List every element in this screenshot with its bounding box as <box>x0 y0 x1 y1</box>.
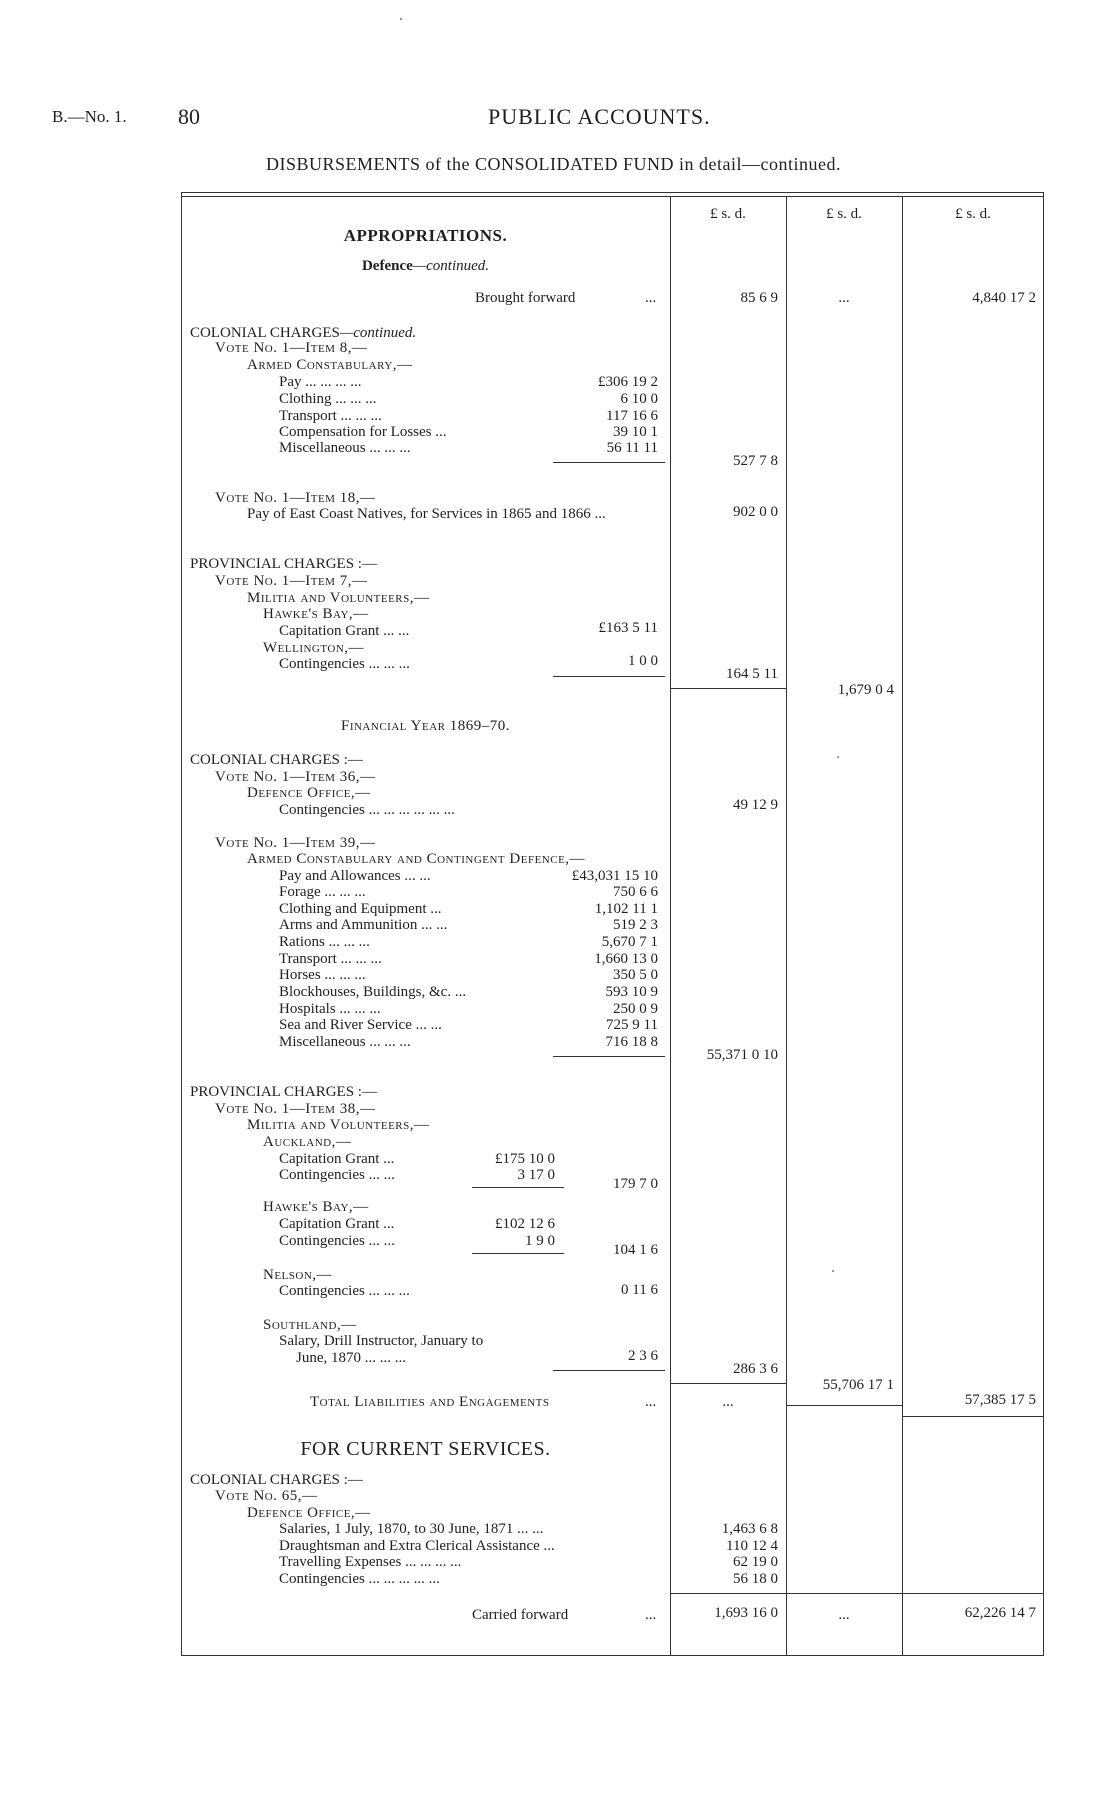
defence-office-heading-1: Defence Office,— <box>247 785 371 801</box>
brought-forward-label: Brought forward <box>475 290 576 306</box>
vote-1-item-39: Vote No. 1—Item 39,— <box>215 835 376 851</box>
column-header-1: £ s. d. <box>710 206 746 222</box>
hawkes-bay-heading-1: Hawke's Bay,— <box>263 606 369 622</box>
vote-1-item-18: Vote No. 1—Item 18,— <box>215 490 376 506</box>
s5-sum-rule <box>553 1056 665 1057</box>
s5-item-amount-10: 716 18 8 <box>605 1034 658 1050</box>
s5-item-label-4: Rations ... ... ... <box>279 934 370 950</box>
defence-office-heading-2: Defence Office,— <box>247 1505 371 1521</box>
s1-sum-rule <box>553 462 665 463</box>
hawkes-contingencies-label: Contingencies ... ... <box>279 1233 395 1249</box>
southland-subtotal: 2 3 6 <box>628 1348 658 1364</box>
auckland-contingencies-label: Contingencies ... ... <box>279 1167 395 1183</box>
nelson-heading: Nelson,— <box>263 1267 333 1283</box>
page-subtitle: DISBURSEMENTS of the CONSOLIDATED FUND in detail—continued. <box>266 154 841 174</box>
s5-item-amount-9: 725 9 11 <box>606 1017 658 1033</box>
total-liabilities-col3: 57,385 17 5 <box>964 1392 1036 1408</box>
s3-total-col1: 164 5 11 <box>726 666 778 682</box>
column-header-3: £ s. d. <box>955 206 991 222</box>
s5-item-amount-8: 250 0 9 <box>613 1001 658 1017</box>
carried-forward-col3: 62,226 14 7 <box>964 1605 1036 1621</box>
s3-sum-rule <box>553 676 665 677</box>
militia-volunteers-heading-2: Militia and Volunteers,— <box>247 1117 430 1133</box>
s5-item-amount-0: £43,031 15 10 <box>571 868 658 884</box>
colonial-charges-heading-3: COLONIAL CHARGES :— <box>190 1472 363 1488</box>
s3-contingencies-amount: 1 0 0 <box>628 653 658 669</box>
vote-1-item-8: Vote No. 1—Item 8,— <box>215 340 368 356</box>
defence-label: Defence <box>361 258 413 274</box>
s4-col1: 49 12 9 <box>733 797 778 813</box>
s5-item-amount-3: 519 2 3 <box>613 917 658 933</box>
s1-item-amount-0: £306 19 2 <box>598 374 658 390</box>
s6-sum-rule <box>553 1370 665 1371</box>
s4-contingencies-line: Contingencies ... ... ... ... ... ... <box>279 802 455 818</box>
s5-item-label-7: Blockhouses, Buildings, &c. ... <box>279 984 467 1000</box>
s5-item-label-8: Hospitals ... ... ... <box>279 1001 381 1017</box>
vote-65: Vote No. 65,— <box>215 1488 318 1504</box>
s1-item-label-4: Miscellaneous ... ... ... <box>279 440 411 456</box>
current-item-label-0: Salaries, 1 July, 1870, to 30 June, 1871 ... ... <box>279 1521 544 1537</box>
vote-1-item-38: Vote No. 1—Item 38,— <box>215 1101 376 1117</box>
s3-capitation-label: Capitation Grant ... ... <box>279 623 410 639</box>
s3-contingencies-label: Contingencies ... ... ... <box>279 656 410 672</box>
scan-mark <box>400 18 402 20</box>
colonial-charges-heading-2: COLONIAL CHARGES :— <box>190 752 363 768</box>
s5-item-label-0: Pay and Allowances ... ... <box>279 868 431 884</box>
appropriations-heading: APPROPRIATIONS. <box>343 226 508 245</box>
hawkes-contingencies-amount: 1 9 0 <box>525 1233 555 1249</box>
carried-forward-col1: 1,693 16 0 <box>714 1605 778 1621</box>
s1-item-label-0: Pay ... ... ... ... <box>279 374 362 390</box>
s1-item-label-3: Compensation for Losses ... <box>279 424 447 440</box>
current-services-heading: FOR CURRENT SERVICES. <box>300 1438 551 1460</box>
s5-item-amount-5: 1,660 13 0 <box>594 951 658 967</box>
s1-item-amount-3: 39 10 1 <box>613 424 658 440</box>
carried-forward-dots: ... <box>645 1607 657 1623</box>
militia-volunteers-heading-1: Militia and Volunteers,— <box>247 590 430 606</box>
column-divider-3 <box>902 196 903 1656</box>
s5-item-amount-4: 5,670 7 1 <box>601 934 658 950</box>
s1-total-col1: 527 7 8 <box>733 453 778 469</box>
financial-year-heading: Financial Year 1869–70. <box>340 718 511 734</box>
southland-salary-label-1: Salary, Drill Instructor, January to <box>279 1333 484 1349</box>
s1-item-label-1: Clothing ... ... ... <box>279 391 377 407</box>
carried-forward-label: Carried forward <box>472 1607 569 1623</box>
colonial-charges-heading: COLONIAL CHARGES—continued. <box>190 325 417 341</box>
hawkes-subtotal: 104 1 6 <box>613 1242 658 1258</box>
provincial-charges-heading-1: PROVINCIAL CHARGES :— <box>190 556 377 572</box>
total-liabilities-dots: ... <box>645 1394 657 1410</box>
defence-continued: —continued. <box>412 258 490 274</box>
nelson-contingencies-label: Contingencies ... ... ... <box>279 1283 410 1299</box>
brought-forward-dots: ... <box>645 290 657 306</box>
hawkes-capitation-amount: £102 12 6 <box>495 1216 555 1232</box>
southland-heading: Southland,— <box>263 1317 357 1333</box>
s5-item-label-1: Forage ... ... ... <box>279 884 366 900</box>
s5-item-label-6: Horses ... ... ... <box>279 967 366 983</box>
s6-total-col1: 286 3 6 <box>733 1361 778 1377</box>
s5-item-label-9: Sea and River Service ... ... <box>279 1017 442 1033</box>
current-item-col1-2: 62 19 0 <box>733 1554 778 1570</box>
auckland-contingencies-amount: 3 17 0 <box>517 1167 555 1183</box>
vote-1-item-7: Vote No. 1—Item 7,— <box>215 573 368 589</box>
s5-item-label-10: Miscellaneous ... ... ... <box>279 1034 411 1050</box>
provincial-charges-heading-2: PROVINCIAL CHARGES :— <box>190 1084 377 1100</box>
total-col2-rule <box>786 1405 902 1406</box>
column-divider-2 <box>786 196 787 1656</box>
s5-item-amount-6: 350 5 0 <box>613 967 658 983</box>
s5-item-amount-7: 593 10 9 <box>605 984 658 1000</box>
s5-item-amount-2: 1,102 11 1 <box>594 901 658 917</box>
s5-item-label-5: Transport ... ... ... <box>279 951 382 967</box>
s3-total-col2: 1,679 0 4 <box>837 682 894 698</box>
page-reference: B.—No. 1. <box>52 107 127 126</box>
armed-constabulary-contingent-heading: Armed Constabulary and Contingent Defence,— <box>247 851 586 867</box>
brought-forward-col2: ... <box>838 290 850 306</box>
s1-item-amount-2: 117 16 6 <box>606 408 658 424</box>
carried-forward-rule <box>670 1593 1044 1594</box>
page-title: PUBLIC ACCOUNTS. <box>488 104 711 129</box>
wellington-heading: Wellington,— <box>263 640 365 656</box>
southland-salary-label-2: June, 1870 ... ... ... <box>296 1350 406 1366</box>
column-header-2: £ s. d. <box>826 206 862 222</box>
armed-constabulary-heading: Armed Constabulary,— <box>247 357 413 373</box>
s5-item-amount-1: 750 6 6 <box>613 884 658 900</box>
auckland-capitation-amount: £175 10 0 <box>495 1151 555 1167</box>
s2-col1: 902 0 0 <box>733 504 778 520</box>
s3-col1-rule <box>670 688 786 689</box>
s6-total-col2: 55,706 17 1 <box>822 1377 894 1393</box>
hawkes-bay-heading-2: Hawke's Bay,— <box>263 1199 369 1215</box>
s5-item-label-2: Clothing and Equipment ... <box>279 901 442 917</box>
s1-item-amount-4: 56 11 11 <box>606 440 658 456</box>
brought-forward-col1: 85 6 9 <box>740 290 778 306</box>
total-liabilities-label: Total Liabilities and Engagements <box>310 1394 550 1410</box>
nelson-subtotal: 0 11 6 <box>621 1282 658 1298</box>
carried-forward-col2: ... <box>838 1607 850 1623</box>
brought-forward-col3: 4,840 17 2 <box>972 290 1036 306</box>
s1-item-label-2: Transport ... ... ... <box>279 408 382 424</box>
total-liabilities-col1: ... <box>722 1394 734 1410</box>
scan-mark <box>832 1270 834 1272</box>
current-item-col1-0: 1,463 6 8 <box>721 1521 778 1537</box>
column-divider-1 <box>670 196 671 1656</box>
current-item-col1-1: 110 12 4 <box>726 1538 778 1554</box>
page-number: 80 <box>178 104 200 129</box>
current-item-col1-3: 56 18 0 <box>733 1571 778 1587</box>
s1-item-amount-1: 6 10 0 <box>620 391 658 407</box>
hawkes-capitation-label: Capitation Grant ... <box>279 1216 395 1232</box>
s6-col1-rule <box>670 1383 786 1384</box>
east-coast-natives-line: Pay of East Coast Natives, for Services in 1865 and 1866 ... <box>247 506 606 522</box>
s5-item-label-3: Arms and Ammunition ... ... <box>279 917 448 933</box>
vote-1-item-36: Vote No. 1—Item 36,— <box>215 769 376 785</box>
s3-capitation-amount: £163 5 11 <box>598 620 658 636</box>
auckland-subtotal: 179 7 0 <box>613 1176 658 1192</box>
auckland-heading: Auckland,— <box>263 1134 352 1150</box>
defence-heading <box>183 258 668 275</box>
auckland-capitation-label: Capitation Grant ... <box>279 1151 395 1167</box>
total-col3-rule <box>902 1416 1044 1417</box>
current-item-label-1: Draughtsman and Extra Clerical Assistance ... <box>279 1538 555 1554</box>
s5-total-col1: 55,371 0 10 <box>706 1047 778 1063</box>
table-top-rule <box>181 196 1044 197</box>
current-item-label-3: Contingencies ... ... ... ... ... <box>279 1571 440 1587</box>
current-item-label-2: Travelling Expenses ... ... ... ... <box>279 1554 462 1570</box>
scan-mark <box>837 756 839 758</box>
